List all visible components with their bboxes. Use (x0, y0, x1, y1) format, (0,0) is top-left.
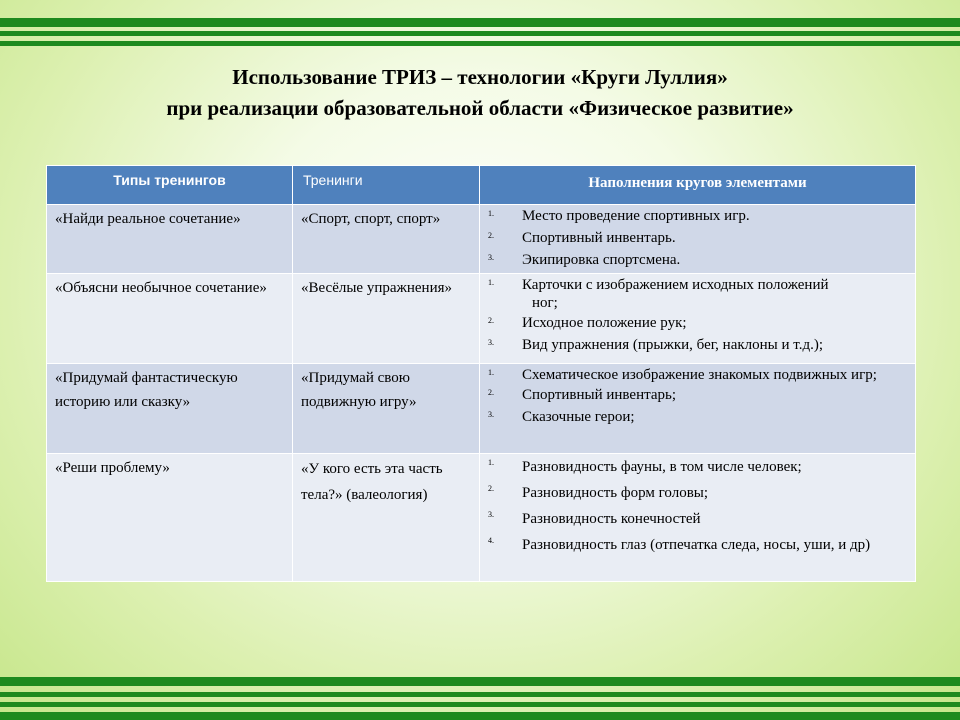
title-line-1: Использование ТРИЗ – технологии «Круги Луллия» (232, 65, 728, 89)
item-number: 1. (488, 278, 494, 287)
cell-items (480, 205, 916, 274)
list-item (484, 480, 909, 506)
cell-items (480, 454, 916, 582)
list-item (484, 312, 909, 334)
item-text: Спортивный инвентарь. (522, 230, 676, 246)
item-number: 1. (488, 368, 494, 377)
cell-type: «Реши проблему» (47, 454, 293, 582)
trainings-table (46, 165, 916, 582)
item-number: 3. (488, 253, 494, 262)
title-line-2: при реализации образовательной области «Физическое развитие» (166, 96, 794, 120)
table-row (47, 205, 916, 274)
item-text: Спортивный инвентарь; (522, 387, 677, 403)
item-text: Вид упражнения (прыжки, бег, наклоны и т.д.); (522, 337, 823, 353)
list-item (484, 364, 909, 384)
item-number: 3. (488, 510, 494, 519)
items-list (484, 364, 909, 428)
item-text: Разновидность фауны, в том числе человек; (522, 459, 802, 475)
table-row (47, 274, 916, 364)
list-item (484, 334, 909, 356)
cell-type: «Объясни необычное сочетание» (47, 274, 293, 364)
item-text: Сказочные герои; (522, 409, 635, 425)
list-item (484, 384, 909, 406)
cell-items (480, 274, 916, 364)
cell-type: «Найди реальное сочетание» (47, 205, 293, 274)
item-number: 2. (488, 388, 494, 397)
item-number: 3. (488, 338, 494, 347)
list-item (484, 274, 909, 312)
item-number: 1. (488, 209, 494, 218)
cell-type: «Придумай фантастическую историю или сказку» (47, 364, 293, 454)
item-text: Экипировка спортсмена. (522, 252, 681, 268)
item-text-continued: ног; (532, 295, 558, 311)
cell-training: «У кого есть эта часть тела?» (валеология) (293, 454, 480, 582)
cell-training: «Придумай свою подвижную игру» (293, 364, 480, 454)
items-list (484, 205, 909, 271)
header-types: Типы тренингов (47, 166, 293, 205)
item-number: 3. (488, 410, 494, 419)
item-text: Разновидность глаз (отпечатка следа, носы, уши, и др) (522, 537, 871, 553)
header-fill: Наполнения кругов элементами (480, 166, 916, 205)
top-stripe (0, 41, 960, 46)
item-number: 2. (488, 231, 494, 240)
bottom-stripe (0, 702, 960, 707)
item-text: Исходное положение рук; (522, 315, 687, 331)
item-text: Место проведение спортивных игр. (522, 208, 750, 224)
list-item (484, 249, 909, 271)
list-item (484, 227, 909, 249)
bottom-stripe (0, 712, 960, 720)
table-row (47, 364, 916, 454)
item-text: Схематическое изображение знакомых подвижных игр; (522, 367, 877, 383)
top-stripe (0, 18, 960, 27)
top-stripe (0, 31, 960, 36)
table-row (47, 454, 916, 582)
list-item (484, 506, 909, 532)
item-text: Разновидность форм головы; (522, 485, 709, 501)
item-text: Карточки с изображением исходных положений (522, 277, 829, 293)
list-item (484, 205, 909, 227)
list-item (484, 532, 909, 558)
item-number: 1. (488, 458, 494, 467)
cell-training: «Спорт, спорт, спорт» (293, 205, 480, 274)
table-header-row (47, 166, 916, 205)
items-list (484, 274, 909, 356)
item-number: 2. (488, 484, 494, 493)
cell-training: «Весёлые упражнения» (293, 274, 480, 364)
bottom-stripe (0, 677, 960, 686)
item-text: Разновидность конечностей (522, 511, 701, 527)
bottom-stripe (0, 692, 960, 697)
list-item (484, 406, 909, 428)
items-list (484, 454, 909, 558)
item-number: 2. (488, 316, 494, 325)
cell-items (480, 364, 916, 454)
header-trainings: Тренинги (293, 166, 480, 205)
slide-title (0, 62, 960, 124)
item-number: 4. (488, 536, 494, 545)
list-item (484, 454, 909, 480)
